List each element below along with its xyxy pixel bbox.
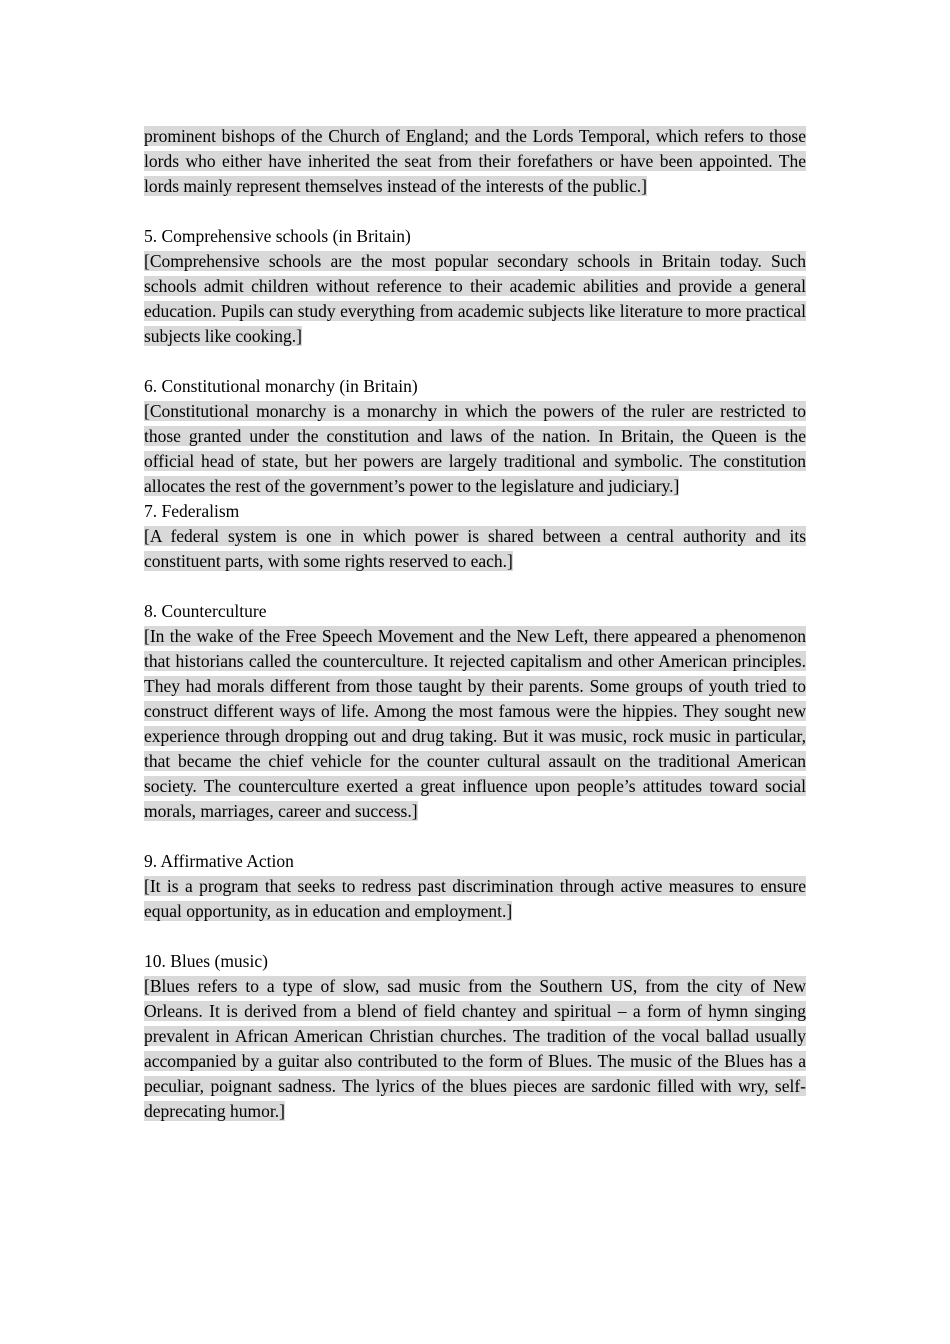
definition-paragraph [144,624,806,824]
paragraph-spacer [144,824,806,849]
term-heading: 8. Counterculture [144,601,267,621]
definition-text: [Blues refers to a type of slow, sad music from the Southern US, from the city of New Orleans. It is derived from a blend of field chantey and spiritual – a form of hymn singing prevalent in African American Christian churches. The tradition of the vocal ballad usually accompanied by a guitar also contributed to the form of Blues. The music of the Blues has a peculiar, poignant sadness. The lyrics of the blues pieces are sardonic filled with wry, self-deprecating humor.] [144,976,806,1121]
definition-text: [It is a program that seeks to redress past discrimination through active measures to ensure equal opportunity, as in education and employment.] [144,876,806,921]
definition-paragraph [144,124,806,199]
definition-text: [Constitutional monarchy is a monarchy in which the powers of the ruler are restricted to those granted under the constitution and laws of the nation. In Britain, the Queen is the official head of state, but her powers are largely traditional and symbolic. The constitution allocates the rest of the government’s power to the legislature and judiciary.] [144,401,806,496]
paragraph-spacer [144,574,806,599]
definition-paragraph [144,524,806,574]
document-page [144,124,806,1124]
term-heading: 5. Comprehensive schools (in Britain) [144,226,411,246]
term-heading: 10. Blues (music) [144,951,268,971]
definition-paragraph [144,249,806,349]
paragraph-spacer [144,349,806,374]
term-heading: 7. Federalism [144,501,240,521]
definition-text: prominent bishops of the Church of England; and the Lords Temporal, which refers to those lords who either have inherited the seat from their forefathers or have been appointed. The lords mainly represent themselves instead of the interests of the public.] [144,126,806,196]
paragraph-spacer [144,199,806,224]
definition-paragraph [144,874,806,924]
term-heading: 9. Affirmative Action [144,851,294,871]
definition-text: [Comprehensive schools are the most popular secondary schools in Britain today. Such schools admit children without reference to their academic abilities and provide a general education. Pupils can study everything from academic subjects like literature to more practical subjects like cooking.] [144,251,806,346]
paragraph-spacer [144,924,806,949]
term-heading: 6. Constitutional monarchy (in Britain) [144,376,418,396]
definition-paragraph [144,974,806,1124]
definition-text: [In the wake of the Free Speech Movement and the New Left, there appeared a phenomenon that historians called the counterculture. It rejected capitalism and other American principles. They had morals different from those taught by their parents. Some groups of youth tried to construct different ways of life. Among the most famous were the hippies. They sought new experience through dropping out and drug taking. But it was music, rock music in particular, that became the chief vehicle for the counter cultural assault on the traditional American society. The counterculture exerted a great influence upon people’s attitudes toward social morals, marriages, career and success.] [144,626,806,821]
definition-paragraph [144,399,806,499]
definition-text: [A federal system is one in which power is shared between a central authority and its constituent parts, with some rights reserved to each.] [144,526,806,571]
